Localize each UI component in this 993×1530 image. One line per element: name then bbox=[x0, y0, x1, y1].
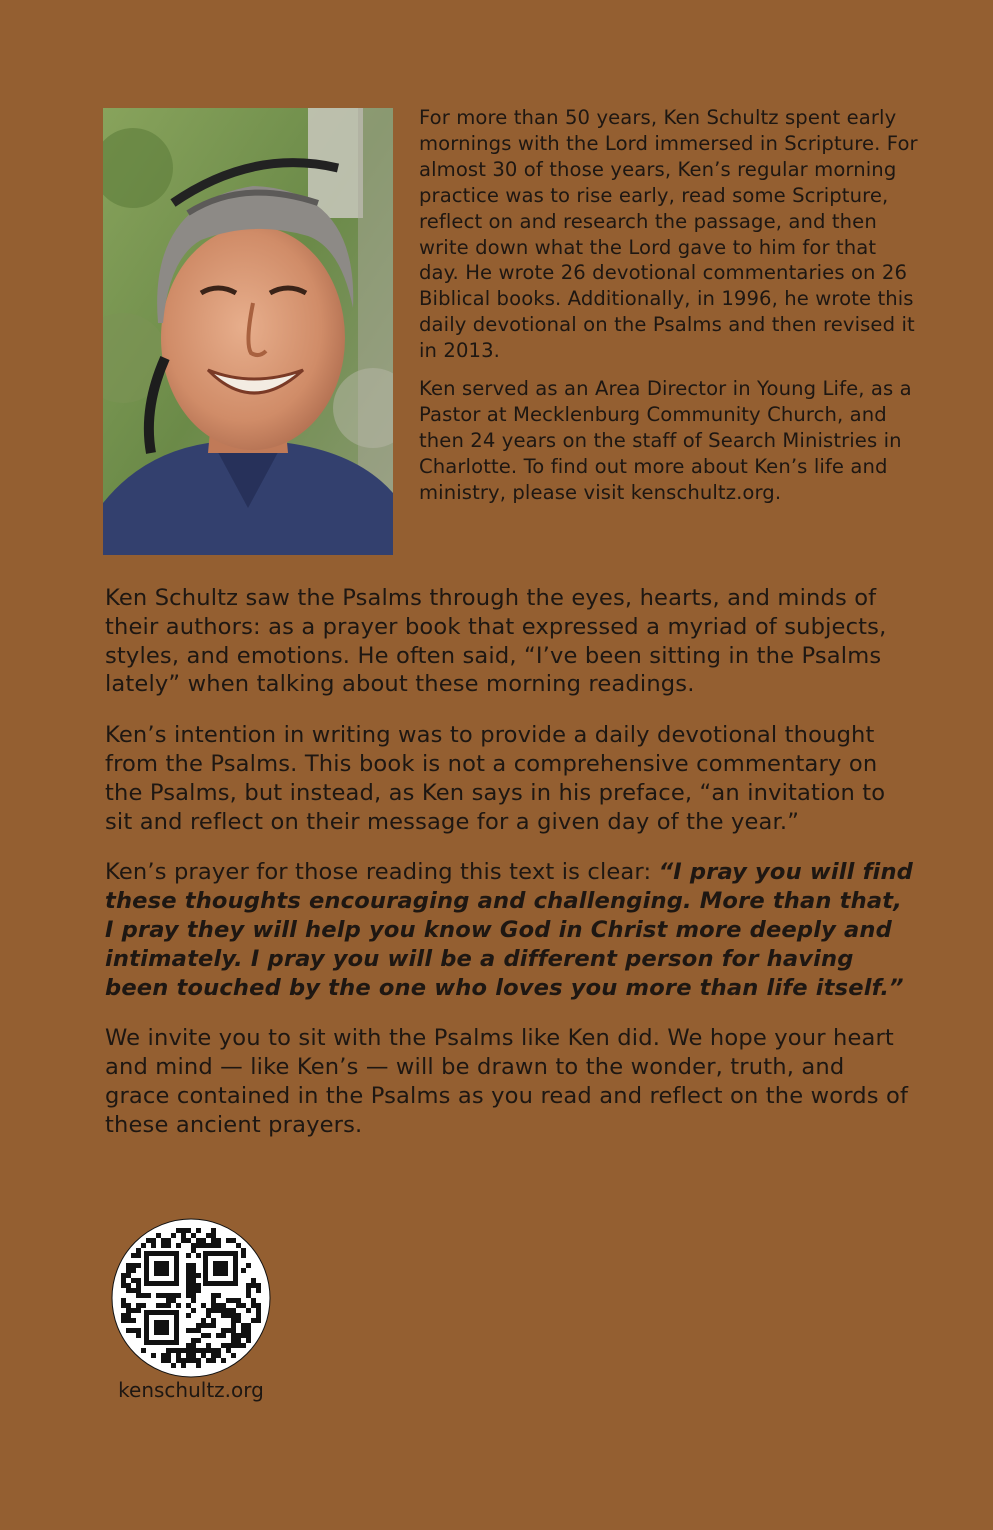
author-bio bbox=[419, 105, 919, 506]
prayer-paragraph bbox=[105, 858, 915, 1002]
author-portrait-icon bbox=[103, 108, 393, 555]
invitation-paragraph: We invite you to sit with the Psalms like Ken did. We hope your heart and mind — like Ken’s — will be drawn to the wonder, truth, and grace contained in the Psalms as you read and reflect on the words of these ancient prayers. bbox=[105, 1025, 909, 1138]
description-paragraph: Ken Schultz saw the Psalms through the eyes, hearts, and minds of their authors: as a prayer book that expressed a myriad of subjects, styles, and emotions. He often said, “I’ve been sitting in the Psalms lately” when talking about these morning readings. bbox=[105, 585, 887, 698]
bio-paragraph: For more than 50 years, Ken Schultz spent early mornings with the Lord immersed in Scripture. For almost 30 of those years, Ken’s regular morning practice was to rise early, read some Scripture, reflect on and research the passage, and then write down what the Lord gave to him for that day. He wrote 26 devotional commentaries on 26 Biblical books. Additionally, in 1996, he wrote this daily devotional on the Psalms and then revised it in 2013. bbox=[419, 106, 918, 363]
prayer-lead: Ken’s prayer for those reading this text is clear: bbox=[105, 859, 659, 886]
qr-caption: kenschultz.org bbox=[118, 1378, 264, 1402]
qr-code-icon bbox=[111, 1218, 271, 1378]
author-photo bbox=[103, 108, 393, 555]
description-paragraph: Ken’s intention in writing was to provide a daily devotional thought from the Psalms. This book is not a comprehensive commentary on the Psalms, but instead, as Ken says in his preface, “an invitation to sit and reflect on their message for a given day of the year.” bbox=[105, 722, 886, 835]
qr-code[interactable] bbox=[111, 1218, 271, 1378]
prayer-quote: “I pray you will find these thoughts encouraging and challenging. More than that, I pray they will help you know God in Christ more deeply and intimately. I pray you will be a different person for having been touched by the one who loves you more than life itself.” bbox=[105, 859, 914, 1001]
bio-paragraph: Ken served as an Area Director in Young Life, as a Pastor at Mecklenburg Community Church, and then 24 years on the staff of Search Ministries in Charlotte. To find out more about Ken’s life and ministry, please visit kenschultz.org. bbox=[419, 377, 912, 504]
book-description bbox=[105, 584, 915, 1162]
